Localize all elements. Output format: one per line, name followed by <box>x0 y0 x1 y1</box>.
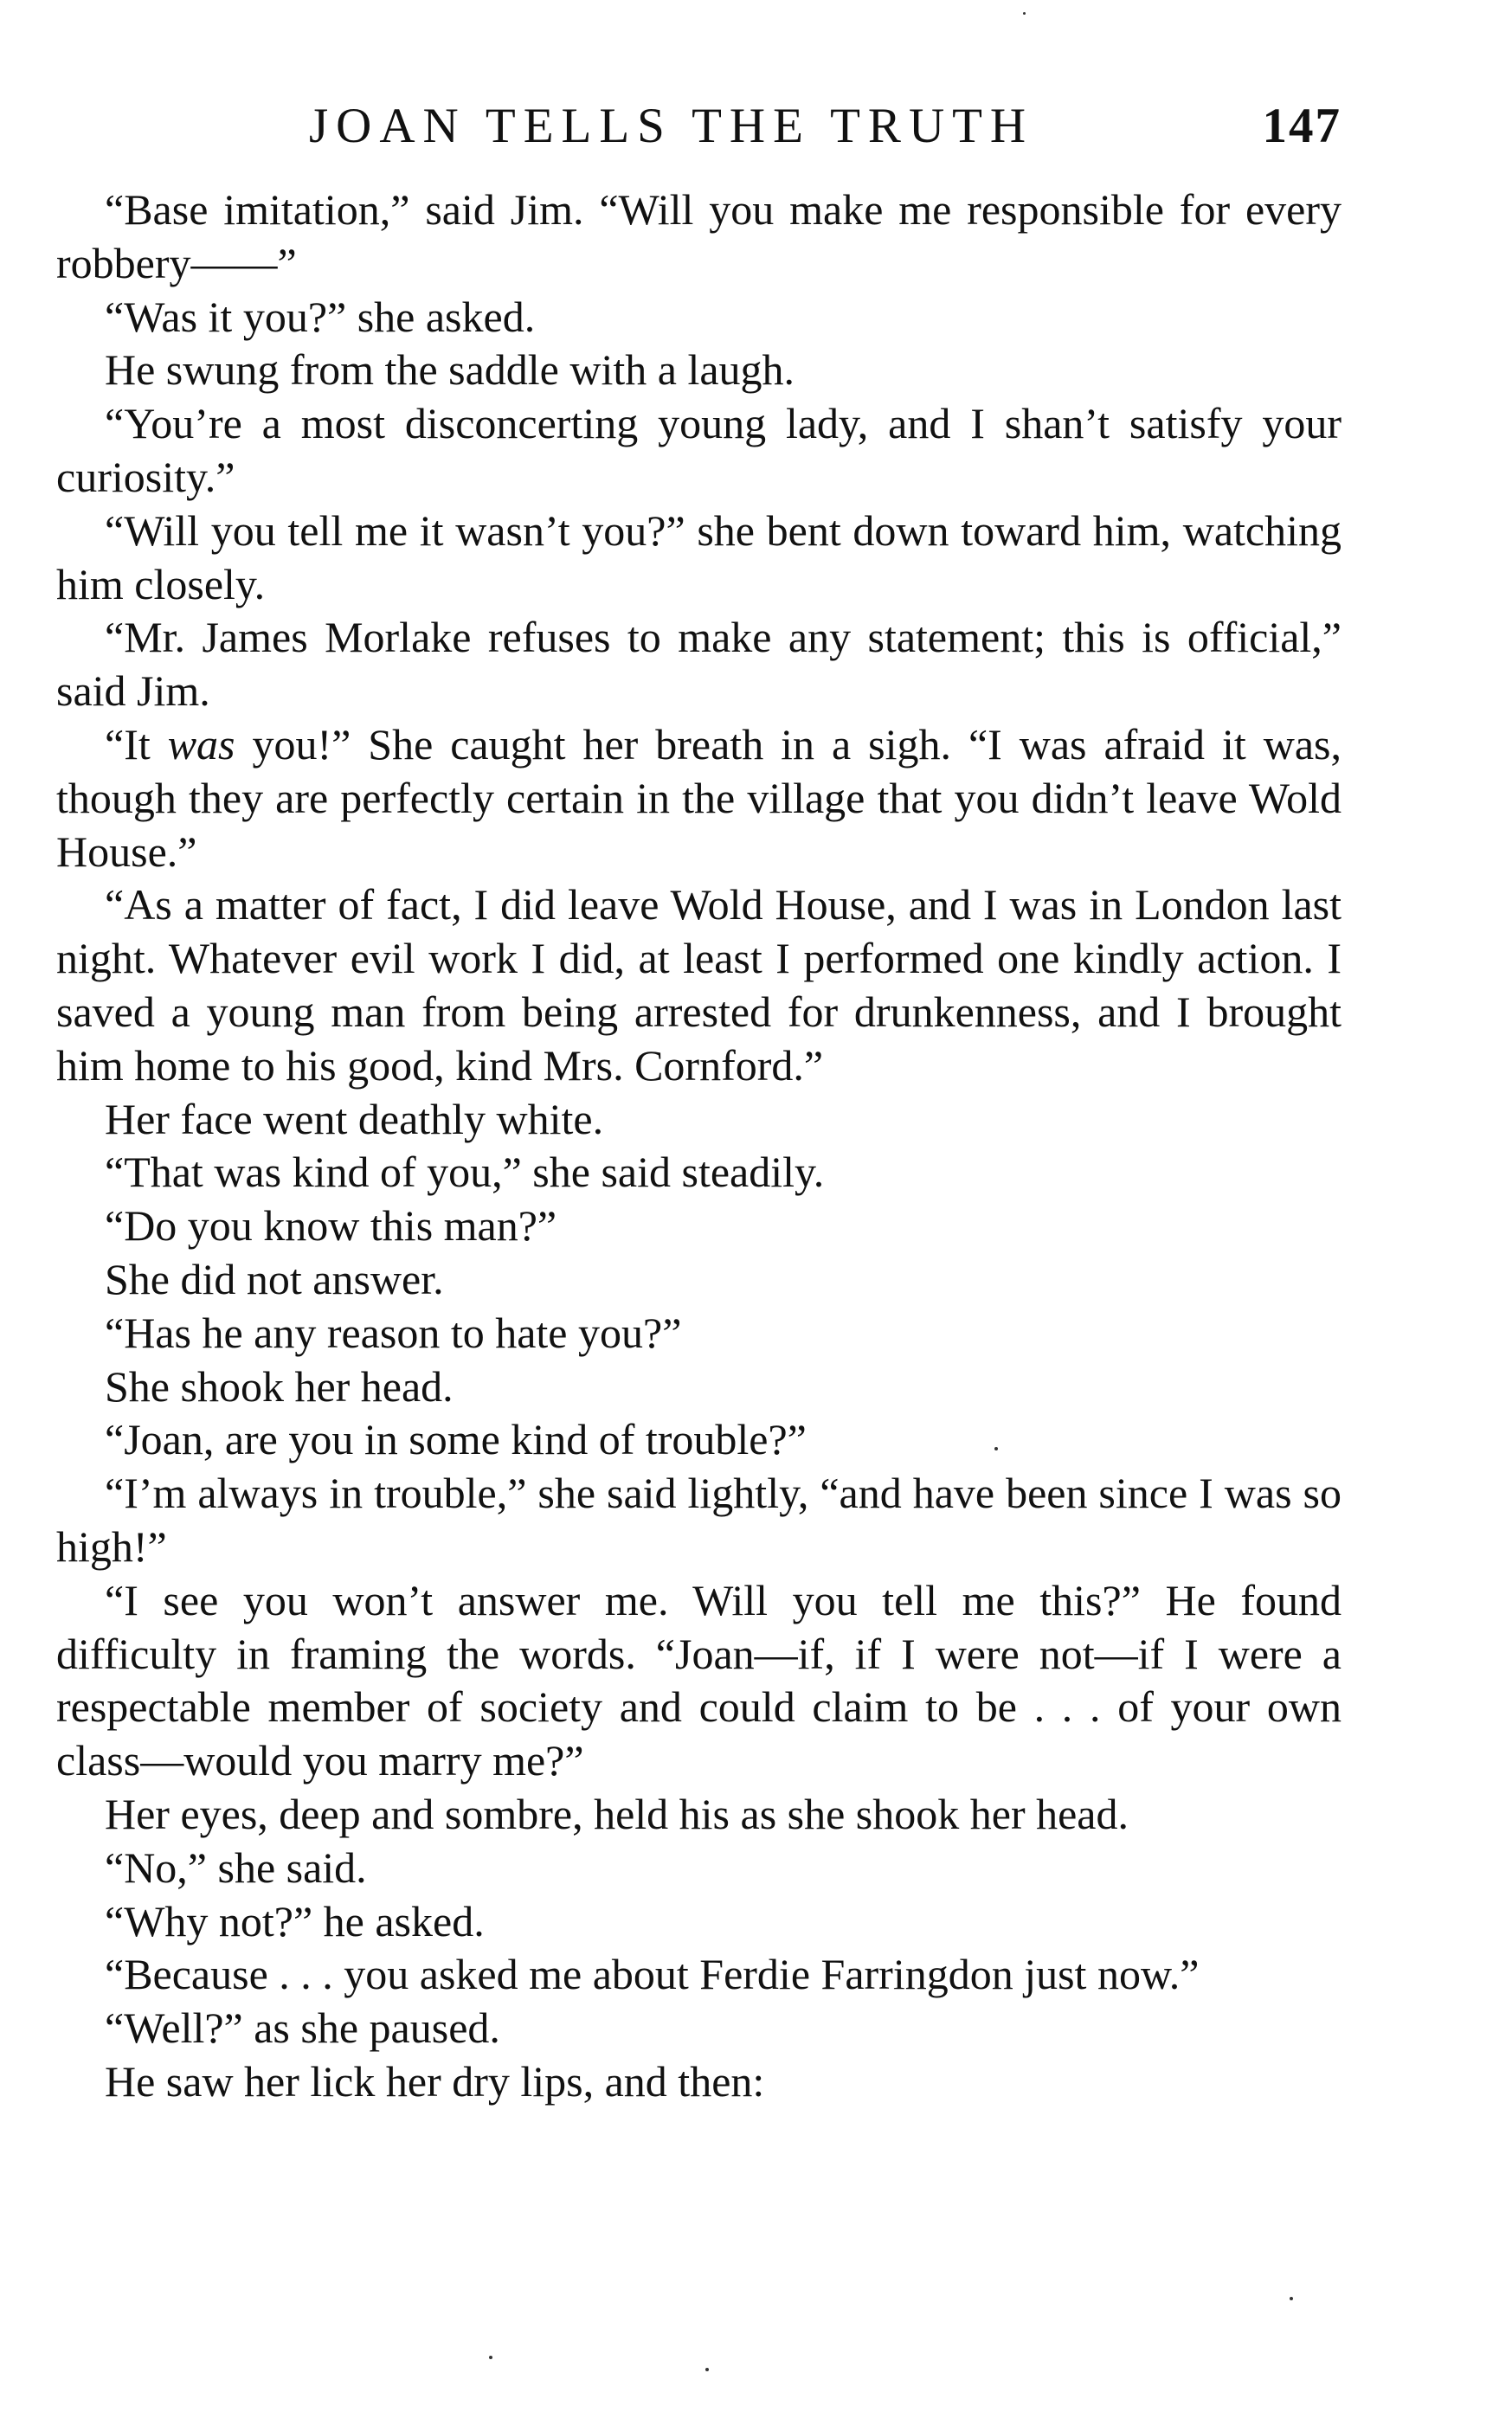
paragraph: “Well?” as she paused. <box>105 2003 500 2053</box>
paragraph: “I see you won’t answer me. Will you tell me this?” He found difficulty in framing the words. “Joan—if, if I were not—if I were a respectable member of society and could claim to be . . . of your own class—would you marry me?” <box>56 1575 1341 1785</box>
page-number: 147 <box>1262 99 1341 153</box>
print-speck <box>1023 12 1026 15</box>
paragraph: “Has he any reason to hate you?” <box>105 1308 682 1357</box>
print-speck <box>705 2368 709 2371</box>
paragraph: She did not answer. <box>105 1254 444 1303</box>
paragraph: “Will you tell me it wasn’t you?” she bent down toward him, watching him closely. <box>56 505 1341 608</box>
print-speck <box>489 2356 492 2359</box>
paragraph: “Base imitation,” said Jim. “Will you make me responsible for every robbery——” <box>56 185 1341 287</box>
running-title: JOAN TELLS THE TRUTH <box>309 99 1034 153</box>
paragraph: “You’re a most disconcerting young lady, and I shan’t satisfy your curiosity.” <box>56 399 1341 501</box>
running-head <box>56 92 1341 161</box>
text-run: “It <box>105 719 168 769</box>
paragraph: She shook her head. <box>105 1361 454 1411</box>
paragraph: “Was it you?” she asked. <box>105 292 536 341</box>
body-text <box>56 183 1341 2109</box>
emphasis-word: was <box>167 719 235 769</box>
text-run: you!” She caught her breath in a sigh. “I was afraid it was, though they are perfectly certain in the village that you didn’t leave Wold House.” <box>56 719 1342 876</box>
paragraph: “Mr. James Morlake refuses to make any statement; this is official,” said Jim. <box>56 613 1341 716</box>
paragraph-with-emphasis <box>56 718 1341 878</box>
paragraph: “That was kind of you,” she said steadily. <box>105 1148 825 1197</box>
print-speck <box>994 1447 998 1450</box>
paragraph: “Because . . . you asked me about Ferdie Farringdon just now.” <box>105 1950 1200 1999</box>
paragraph: He saw her lick her dry lips, and then: <box>105 2056 765 2106</box>
paragraph: Her eyes, deep and sombre, held his as she shook her head. <box>105 1789 1129 1838</box>
paragraph: “Do you know this man?” <box>105 1201 557 1251</box>
paragraph: “No,” she said. <box>105 1843 367 1892</box>
paragraph: “As a matter of fact, I did leave Wold House, and I was in London last night. Whatever evil work I did, at least I performed one kindly action. I saved a young man from being arrested for drunkenness, and I brought him home to his good, kind Mrs. Cornford.” <box>56 880 1341 1090</box>
print-speck <box>1290 2297 1293 2300</box>
paragraph: “Joan, are you in some kind of trouble?” <box>105 1415 807 1464</box>
paragraph: “I’m always in trouble,” she said lightly, “and have been since I was so high!” <box>56 1469 1341 1571</box>
paragraph: “Why not?” he asked. <box>105 1896 485 1945</box>
paragraph: Her face went deathly white. <box>105 1094 604 1143</box>
paragraph: He swung from the saddle with a laugh. <box>105 345 795 395</box>
